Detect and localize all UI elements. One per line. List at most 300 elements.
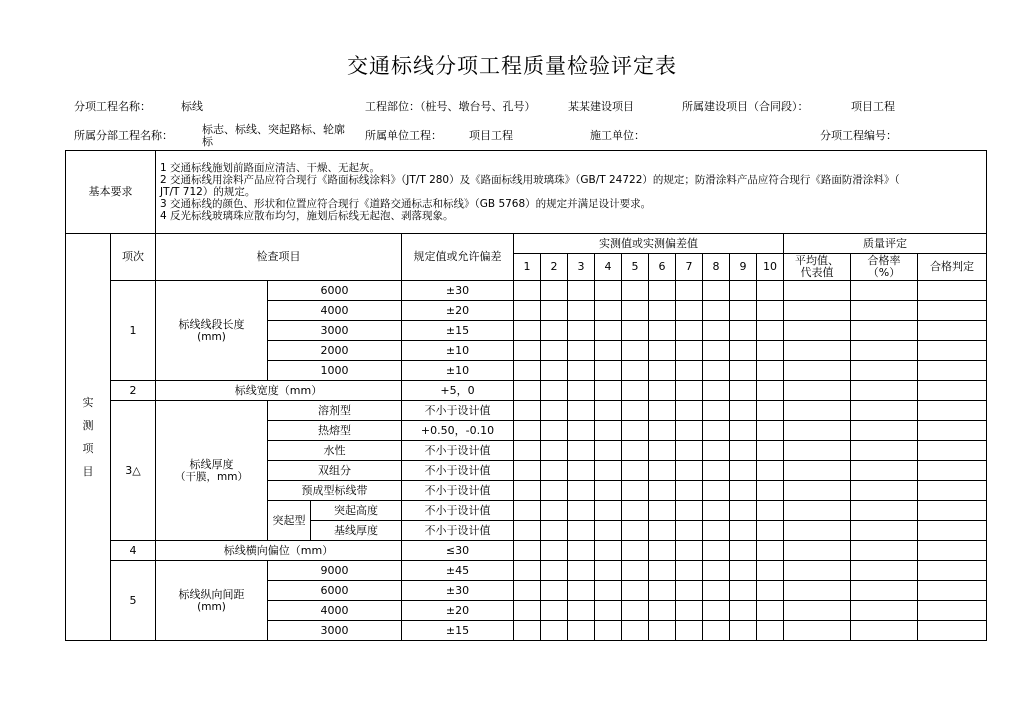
empty-cell <box>851 441 918 461</box>
empty-cell <box>676 301 703 321</box>
empty-cell <box>730 441 757 461</box>
empty-cell <box>622 561 649 581</box>
empty-cell <box>595 361 622 381</box>
empty-cell <box>703 361 730 381</box>
empty-cell <box>757 621 784 641</box>
empty-cell <box>757 381 784 401</box>
empty-cell <box>757 461 784 481</box>
empty-cell <box>568 501 595 521</box>
empty-cell <box>541 561 568 581</box>
empty-cell <box>649 541 676 561</box>
empty-cell <box>730 621 757 641</box>
empty-cell <box>595 601 622 621</box>
subitem-value: 标线 <box>181 100 203 113</box>
empty-cell <box>703 501 730 521</box>
empty-cell <box>851 381 918 401</box>
empty-cell <box>622 281 649 301</box>
empty-cell <box>730 361 757 381</box>
item-3-sub: 热熔型 <box>268 421 402 441</box>
empty-cell <box>851 461 918 481</box>
division-label: 所属分部工程名称： <box>74 129 173 142</box>
empty-cell <box>730 341 757 361</box>
empty-cell <box>757 301 784 321</box>
empty-cell <box>703 401 730 421</box>
empty-cell <box>541 401 568 421</box>
item-4-spec: ≤30 <box>402 541 514 561</box>
item-5-no: 5 <box>111 561 156 641</box>
unit-label: 所属单位工程： <box>365 129 442 142</box>
item-3-sub: 预成型标线带 <box>268 481 402 501</box>
item-3-no: 3△ <box>111 401 156 541</box>
basic-requirements-text <box>156 151 987 234</box>
empty-cell <box>568 401 595 421</box>
empty-cell <box>730 321 757 341</box>
empty-cell <box>514 621 541 641</box>
col-num-10: 10 <box>757 254 784 281</box>
col-num-5: 5 <box>622 254 649 281</box>
empty-cell <box>784 341 851 361</box>
empty-cell <box>784 581 851 601</box>
item-1-no: 1 <box>111 281 156 381</box>
empty-cell <box>541 361 568 381</box>
empty-cell <box>851 501 918 521</box>
col-item-no: 项次 <box>111 234 156 281</box>
empty-cell <box>649 441 676 461</box>
empty-cell <box>918 381 987 401</box>
item-3-spec: 不小于设计值 <box>402 401 514 421</box>
measured-items-side-label: 实 测 项 目 <box>66 234 111 641</box>
empty-cell <box>676 461 703 481</box>
empty-cell <box>514 281 541 301</box>
item-5-spec: ±15 <box>402 621 514 641</box>
empty-cell <box>918 361 987 381</box>
empty-cell <box>568 541 595 561</box>
empty-cell <box>851 581 918 601</box>
col-num-9: 9 <box>730 254 757 281</box>
item-3-sub: 溶剂型 <box>268 401 402 421</box>
empty-cell <box>541 541 568 561</box>
empty-cell <box>568 321 595 341</box>
empty-cell <box>541 521 568 541</box>
item-1-spec: ±20 <box>402 301 514 321</box>
col-num-4: 4 <box>595 254 622 281</box>
empty-cell <box>541 421 568 441</box>
empty-cell <box>851 541 918 561</box>
empty-cell <box>730 481 757 501</box>
empty-cell <box>918 421 987 441</box>
table-row <box>66 281 987 301</box>
empty-cell <box>703 381 730 401</box>
empty-cell <box>649 361 676 381</box>
header-row-1 <box>66 234 987 254</box>
item-3-name: 标线厚度 （干膜，mm） <box>156 401 268 541</box>
empty-cell <box>568 481 595 501</box>
location-label: 工程部位：（桩号、墩台号、孔号） <box>365 100 536 113</box>
item-1-name: 标线线段长度 (mm) <box>156 281 268 381</box>
col-average: 平均值、 代表值 <box>784 254 851 281</box>
empty-cell <box>730 601 757 621</box>
empty-cell <box>703 521 730 541</box>
table-row <box>66 401 987 421</box>
subitem-label: 分项工程名称： <box>74 100 151 113</box>
empty-cell <box>757 581 784 601</box>
item-1-sub: 2000 <box>268 341 402 361</box>
empty-cell <box>851 341 918 361</box>
item-3-sub: 水性 <box>268 441 402 461</box>
location-value: 某某建设项目 <box>568 100 634 113</box>
empty-cell <box>514 341 541 361</box>
item-3-sub: 基线厚度 <box>311 521 402 541</box>
empty-cell <box>649 321 676 341</box>
col-judgement: 合格判定 <box>918 254 987 281</box>
empty-cell <box>703 461 730 481</box>
empty-cell <box>595 281 622 301</box>
empty-cell <box>595 401 622 421</box>
empty-cell <box>757 561 784 581</box>
empty-cell <box>541 621 568 641</box>
empty-cell <box>649 561 676 581</box>
empty-cell <box>676 521 703 541</box>
empty-cell <box>649 381 676 401</box>
empty-cell <box>622 621 649 641</box>
empty-cell <box>514 561 541 581</box>
empty-cell <box>851 301 918 321</box>
empty-cell <box>541 301 568 321</box>
empty-cell <box>649 501 676 521</box>
empty-cell <box>676 441 703 461</box>
empty-cell <box>622 601 649 621</box>
empty-cell <box>676 561 703 581</box>
empty-cell <box>676 321 703 341</box>
empty-cell <box>514 421 541 441</box>
empty-cell <box>676 421 703 441</box>
unit-value: 项目工程 <box>469 129 513 142</box>
empty-cell <box>649 621 676 641</box>
empty-cell <box>757 501 784 521</box>
division-value-line2: 标 <box>202 135 213 148</box>
empty-cell <box>730 301 757 321</box>
empty-cell <box>676 361 703 381</box>
empty-cell <box>622 361 649 381</box>
empty-cell <box>676 281 703 301</box>
basic-line-3: JT/T 712）的规定。 <box>160 186 256 198</box>
empty-cell <box>784 561 851 581</box>
empty-cell <box>703 581 730 601</box>
item-1-sub: 3000 <box>268 321 402 341</box>
col-check-item: 检查项目 <box>156 234 402 281</box>
empty-cell <box>622 341 649 361</box>
empty-cell <box>541 501 568 521</box>
col-quality: 质量评定 <box>784 234 987 254</box>
empty-cell <box>757 441 784 461</box>
empty-cell <box>703 621 730 641</box>
empty-cell <box>541 481 568 501</box>
empty-cell <box>649 581 676 601</box>
empty-cell <box>784 421 851 441</box>
empty-cell <box>676 341 703 361</box>
empty-cell <box>703 281 730 301</box>
empty-cell <box>622 541 649 561</box>
empty-cell <box>514 361 541 381</box>
item-1-sub: 1000 <box>268 361 402 381</box>
empty-cell <box>851 561 918 581</box>
empty-cell <box>851 621 918 641</box>
empty-cell <box>622 421 649 441</box>
basic-requirements-row <box>66 151 987 234</box>
empty-cell <box>918 301 987 321</box>
empty-cell <box>514 301 541 321</box>
empty-cell <box>703 541 730 561</box>
empty-cell <box>918 341 987 361</box>
empty-cell <box>703 441 730 461</box>
empty-cell <box>595 441 622 461</box>
empty-cell <box>851 421 918 441</box>
empty-cell <box>595 501 622 521</box>
empty-cell <box>568 301 595 321</box>
empty-cell <box>784 521 851 541</box>
basic-line-2: 2 交通标线用涂料产品应符合现行《路面标线涂料》（JT/T 280）及《路面标线用玻璃珠》（GB/T 24722）的规定；防滑涂料产品应符合现行《路面防滑涂料》（ <box>160 174 900 186</box>
col-spec: 规定值或允许偏差 <box>402 234 514 281</box>
empty-cell <box>622 321 649 341</box>
empty-cell <box>676 481 703 501</box>
empty-cell <box>851 601 918 621</box>
item-5-sub: 9000 <box>268 561 402 581</box>
project-value: 项目工程 <box>851 100 895 113</box>
empty-cell <box>918 401 987 421</box>
empty-cell <box>622 381 649 401</box>
empty-cell <box>514 401 541 421</box>
empty-cell <box>622 501 649 521</box>
col-num-7: 7 <box>676 254 703 281</box>
empty-cell <box>851 401 918 421</box>
empty-cell <box>757 281 784 301</box>
empty-cell <box>541 581 568 601</box>
empty-cell <box>918 321 987 341</box>
empty-cell <box>622 481 649 501</box>
col-num-8: 8 <box>703 254 730 281</box>
empty-cell <box>622 581 649 601</box>
empty-cell <box>703 301 730 321</box>
construction-label: 施工单位： <box>590 129 645 142</box>
empty-cell <box>649 521 676 541</box>
empty-cell <box>595 341 622 361</box>
empty-cell <box>649 481 676 501</box>
item-5-spec: ±45 <box>402 561 514 581</box>
empty-cell <box>757 481 784 501</box>
empty-cell <box>730 421 757 441</box>
empty-cell <box>703 561 730 581</box>
empty-cell <box>784 401 851 421</box>
item-5-sub: 4000 <box>268 601 402 621</box>
basic-line-5: 4 反光标线玻璃珠应散布均匀，施划后标线无起泡、剥落现象。 <box>160 210 454 222</box>
empty-cell <box>918 521 987 541</box>
empty-cell <box>649 601 676 621</box>
empty-cell <box>595 301 622 321</box>
empty-cell <box>595 461 622 481</box>
item-2-spec: +5，0 <box>402 381 514 401</box>
item-4-name: 标线横向偏位（mm） <box>156 541 402 561</box>
empty-cell <box>541 341 568 361</box>
empty-cell <box>514 441 541 461</box>
empty-cell <box>703 481 730 501</box>
empty-cell <box>730 581 757 601</box>
empty-cell <box>568 561 595 581</box>
item-3-spec: +0.50，-0.10 <box>402 421 514 441</box>
item-5-sub: 3000 <box>268 621 402 641</box>
empty-cell <box>851 321 918 341</box>
empty-cell <box>676 381 703 401</box>
empty-cell <box>514 601 541 621</box>
empty-cell <box>568 461 595 481</box>
empty-cell <box>784 301 851 321</box>
empty-cell <box>703 421 730 441</box>
empty-cell <box>568 361 595 381</box>
item-5-spec: ±30 <box>402 581 514 601</box>
item-3-spec: 不小于设计值 <box>402 481 514 501</box>
empty-cell <box>595 381 622 401</box>
empty-cell <box>918 501 987 521</box>
empty-cell <box>541 281 568 301</box>
empty-cell <box>595 421 622 441</box>
col-num-2: 2 <box>541 254 568 281</box>
item-3-spec: 不小于设计值 <box>402 441 514 461</box>
empty-cell <box>595 321 622 341</box>
item-3-raised: 突起型 <box>268 501 311 541</box>
empty-cell <box>918 601 987 621</box>
empty-cell <box>649 401 676 421</box>
item-3-sub: 突起高度 <box>311 501 402 521</box>
code-label: 分项工程编号： <box>820 129 897 142</box>
empty-cell <box>568 601 595 621</box>
col-pass-rate: 合格率 （%） <box>851 254 918 281</box>
item-3-sub: 双组分 <box>268 461 402 481</box>
col-num-1: 1 <box>514 254 541 281</box>
col-num-3: 3 <box>568 254 595 281</box>
empty-cell <box>703 341 730 361</box>
empty-cell <box>851 481 918 501</box>
basic-requirements-label: 基本要求 <box>66 151 156 234</box>
empty-cell <box>568 581 595 601</box>
empty-cell <box>514 381 541 401</box>
basic-line-1: 1 交通标线施划前路面应清洁、干燥、无起灰。 <box>160 162 381 174</box>
empty-cell <box>514 461 541 481</box>
empty-cell <box>730 541 757 561</box>
empty-cell <box>757 361 784 381</box>
empty-cell <box>918 461 987 481</box>
empty-cell <box>784 621 851 641</box>
empty-cell <box>676 541 703 561</box>
empty-cell <box>622 461 649 481</box>
empty-cell <box>541 461 568 481</box>
item-1-sub: 4000 <box>268 301 402 321</box>
empty-cell <box>784 281 851 301</box>
empty-cell <box>784 481 851 501</box>
empty-cell <box>918 441 987 461</box>
empty-cell <box>514 581 541 601</box>
empty-cell <box>514 481 541 501</box>
empty-cell <box>730 461 757 481</box>
empty-cell <box>730 561 757 581</box>
item-1-spec: ±10 <box>402 341 514 361</box>
empty-cell <box>703 601 730 621</box>
empty-cell <box>568 521 595 541</box>
item-1-spec: ±10 <box>402 361 514 381</box>
col-num-6: 6 <box>649 254 676 281</box>
empty-cell <box>757 321 784 341</box>
empty-cell <box>568 341 595 361</box>
item-1-sub: 6000 <box>268 281 402 301</box>
item-4-no: 4 <box>111 541 156 561</box>
empty-cell <box>649 421 676 441</box>
empty-cell <box>541 321 568 341</box>
empty-cell <box>730 381 757 401</box>
empty-cell <box>595 561 622 581</box>
empty-cell <box>757 421 784 441</box>
empty-cell <box>784 541 851 561</box>
empty-cell <box>622 521 649 541</box>
empty-cell <box>595 581 622 601</box>
table-row <box>66 561 987 581</box>
item-5-spec: ±20 <box>402 601 514 621</box>
empty-cell <box>851 281 918 301</box>
empty-cell <box>851 361 918 381</box>
empty-cell <box>784 461 851 481</box>
empty-cell <box>541 381 568 401</box>
empty-cell <box>676 601 703 621</box>
empty-cell <box>622 441 649 461</box>
item-1-spec: ±30 <box>402 281 514 301</box>
page-title: 交通标线分项工程质量检验评定表 <box>347 54 677 78</box>
item-2-no: 2 <box>111 381 156 401</box>
empty-cell <box>514 521 541 541</box>
empty-cell <box>649 461 676 481</box>
empty-cell <box>541 601 568 621</box>
empty-cell <box>595 621 622 641</box>
empty-cell <box>703 321 730 341</box>
empty-cell <box>595 541 622 561</box>
item-3-spec: 不小于设计值 <box>402 521 514 541</box>
empty-cell <box>757 401 784 421</box>
empty-cell <box>757 341 784 361</box>
empty-cell <box>730 401 757 421</box>
item-3-spec: 不小于设计值 <box>402 501 514 521</box>
empty-cell <box>676 401 703 421</box>
project-label: 所属建设项目（合同段）： <box>682 100 809 113</box>
empty-cell <box>784 601 851 621</box>
empty-cell <box>595 481 622 501</box>
basic-line-4: 3 交通标线的颜色、形状和位置应符合现行《道路交通标志和标线》（GB 5768）的规定并满足设计要求。 <box>160 198 652 210</box>
empty-cell <box>676 501 703 521</box>
empty-cell <box>514 321 541 341</box>
empty-cell <box>568 441 595 461</box>
empty-cell <box>568 281 595 301</box>
empty-cell <box>676 581 703 601</box>
empty-cell <box>514 541 541 561</box>
table-row <box>66 381 987 401</box>
empty-cell <box>784 381 851 401</box>
empty-cell <box>568 421 595 441</box>
empty-cell <box>784 501 851 521</box>
empty-cell <box>622 301 649 321</box>
empty-cell <box>568 381 595 401</box>
empty-cell <box>649 281 676 301</box>
item-1-spec: ±15 <box>402 321 514 341</box>
empty-cell <box>757 541 784 561</box>
empty-cell <box>918 561 987 581</box>
item-3-spec: 不小于设计值 <box>402 461 514 481</box>
division-value-line1: 标志、标线、突起路标、轮廓 <box>202 123 345 136</box>
empty-cell <box>918 621 987 641</box>
